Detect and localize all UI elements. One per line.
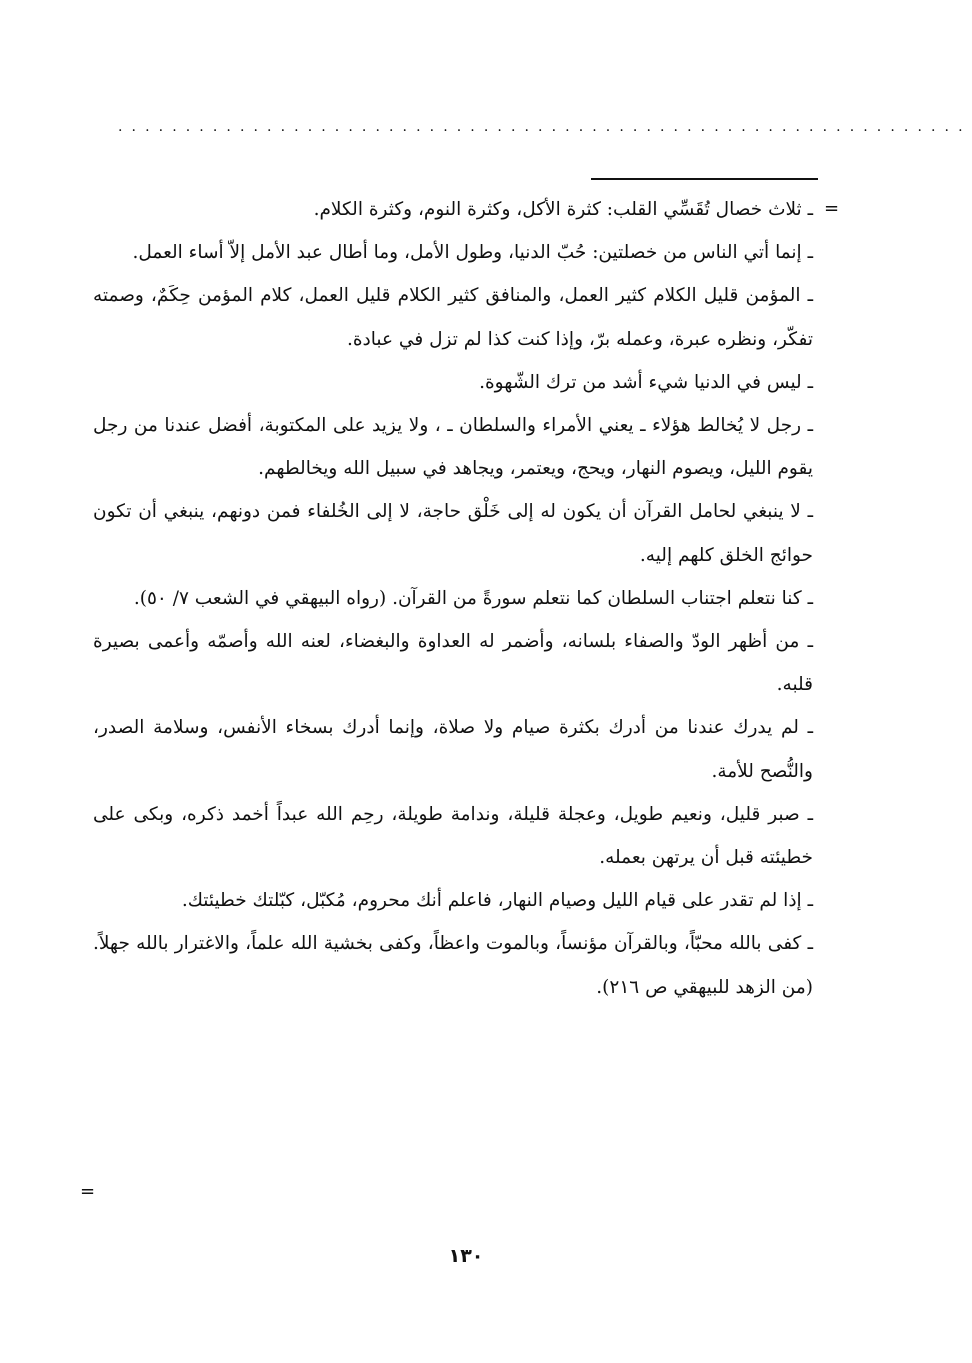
saying-entry: ـ إنما أتي الناس من خصلتين: حُبّ الدنيا، وطول الأمل، وما أطال عبد الأمل إلاّ أساء العمل. xyxy=(132,242,813,264)
saying-entry: ـ ليس في الدنيا شيء أشد من ترك الشّهوة. xyxy=(479,371,813,393)
continuation-mark-bottom: = xyxy=(80,1181,96,1202)
saying-entry: ـ المؤمن قليل الكلام كثير العمل، والمنافق كثير الكلام قليل العمل، كلام المؤمن حِكَمٌ، وصمته تفكّر، ونظره عبرة، وعمله برّ، وإذا كنت كذا لم تزل في عبادة. xyxy=(93,285,813,350)
header-dotted-line: ............................................................... xyxy=(118,119,972,135)
saying-entry: ـ لا ينبغي لحامل القرآن أن يكون له إلى خَلْق حاجة، لا إلى الخُلفاء فمن دونهم، ينبغي أن تكون حوائج الخلق كلهم إليه. xyxy=(93,501,813,566)
saying-entry: ـ ثلاث خصال تُقَسِّي القلب: كثرة الأكل، وكثرة النوم، وكثرة الكلام. xyxy=(313,199,813,220)
page-number: ١٣٠ xyxy=(448,1245,484,1267)
saying-entry: ـ من أظهر الودّ والصفاء بلسانه، وأضمر له العداوة والبغضاء، لعنه الله وأصمّه وأعمى بصيرة قلبه. xyxy=(93,631,813,696)
saying-entry: ـ إذا لم تقدر على قيام الليل وصيام النهار، فاعلم أنك محروم، مُكبّل، كبّلتك خطيئتك. xyxy=(181,890,813,912)
saying-entry: ـ كنا نتعلم اجتناب السلطان كما نتعلم سورةً من القرآن. (رواه البيهقي في الشعب ٧/ ٥٠). xyxy=(133,587,813,609)
saying-entry: ـ كفى بالله محبّاً، وبالقرآن مؤنساً، وبالموت واعظاً، وكفى بخشية الله علماً، والاغترار بالله جهلاً. (من الزهد للبيهقي ص ٢١٦). xyxy=(93,933,813,998)
top-rule xyxy=(591,178,818,180)
continuation-mark-top: = xyxy=(824,198,840,219)
saying-entry: ـ رجل لا يُخالط هؤلاء ـ يعني الأمراء والسلطان ـ ، ولا يزيد على المكتوبة، أفضل عندنا من رجل يقوم الليل، ويصوم النهار، ويحج، ويعتمر، ويجاهد في سبيل الله ويخالطهم. xyxy=(93,415,813,480)
text-body xyxy=(93,188,813,1224)
saying-entry: ـ صبر قليل، ونعيم طويل، وعجلة قليلة، وندامة طويلة، رحِم الله عبداً أخمد ذكره، وبكى على خطيئته قبل أن يرتهن بعمله. xyxy=(93,803,813,869)
saying-entry: ـ لم يدرك عندنا من أدرك بكثرة صيام ولا صلاة، وإنما أدرك بسخاء الأنفس، وسلامة الصدر، والنُّصح للأمة. xyxy=(93,717,813,782)
